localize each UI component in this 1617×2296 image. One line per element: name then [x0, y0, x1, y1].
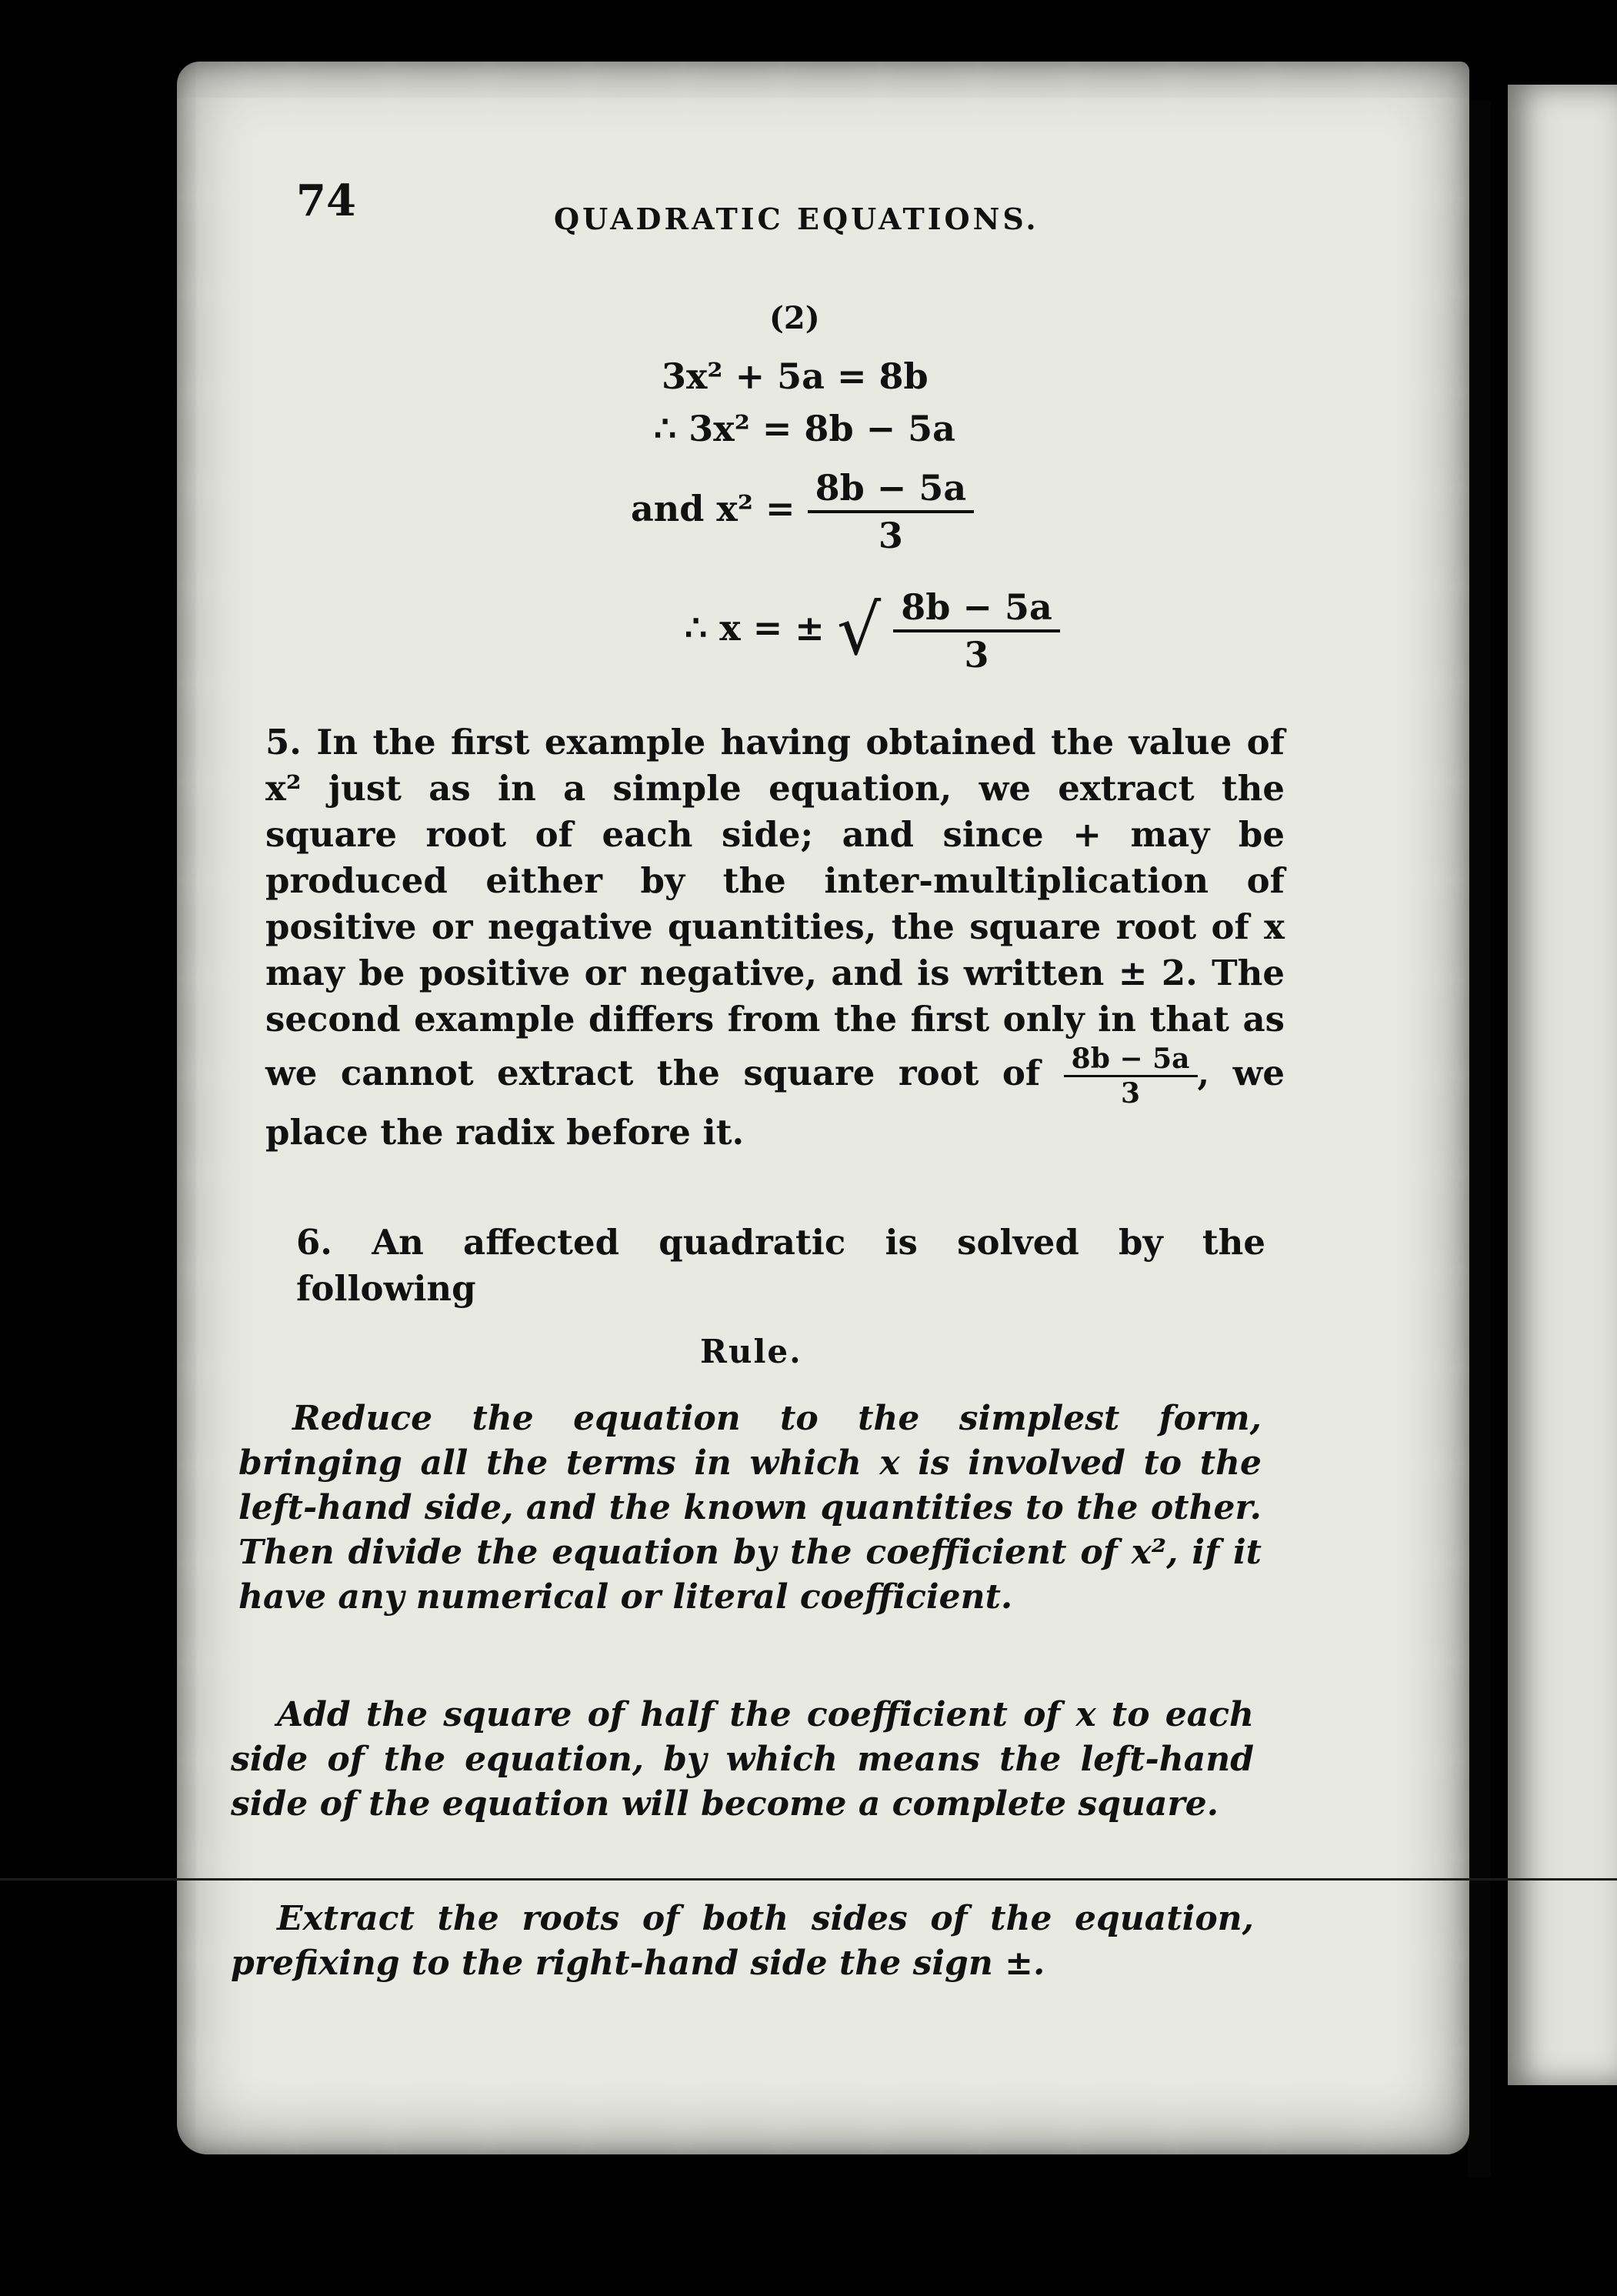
tail-prefix: root of: [898, 1053, 1041, 1093]
rule-paragraph-1: Reduce the equation to the simplest form, bringing all the terms in which x is involved to the left-hand side, and the known quantities to the other. Then divide the equation by the coefficient of x², if it have any numerical or literal coefficient.: [238, 1399, 1262, 1617]
paragraph-section-5: [265, 719, 1285, 1156]
page-number: 74: [296, 175, 356, 226]
running-head: QUADRATIC EQUATIONS.: [554, 202, 1039, 236]
equation-line-3-fraction: [808, 466, 975, 558]
equation-line-4-fraction: [893, 585, 1060, 677]
fraction-denominator: 3: [1121, 1077, 1141, 1110]
facing-page-edge: [1508, 85, 1617, 2085]
fraction-numerator: 8b − 5a: [1064, 1043, 1198, 1077]
example-label: (2): [769, 300, 820, 336]
paragraph-section-6: 6. An affected quadratic is solved by the following: [296, 1222, 1265, 1309]
equation-line-1: 3x² + 5a = 8b: [662, 355, 929, 397]
tail-suffix: , we place the radix before it.: [265, 1053, 1285, 1153]
rule-paragraph-2: Add the square of half the coefficient of x to each side of the equation, by which means the left-hand side of the equation will become a complete square.: [231, 1695, 1254, 1824]
equation-line-3-prefix: and x² =: [631, 488, 795, 529]
fraction-denominator: 3: [964, 634, 989, 676]
fraction-numerator: 8b − 5a: [893, 585, 1060, 632]
equation-line-4: [685, 585, 1060, 677]
equation-line-4-prefix: ∴ x = ±: [685, 607, 825, 649]
fraction-numerator: 8b − 5a: [808, 466, 975, 513]
radical-sign: √: [836, 590, 882, 671]
section-5-text: 5. In the first example having obtained the value of x² just as in a simple equation, we extract the square root of each side; and since + may be produced either by the inter-multiplication of positive or negative quantities, the square root of x may be positive or negative, and is written ± 2. The second example differs from the first only in that as we cannot extract the square: [265, 722, 1285, 1093]
fraction-denominator: 3: [878, 515, 903, 556]
book-spine-shadow: [1468, 100, 1491, 2178]
inline-fraction: [1064, 1043, 1198, 1110]
scan-horizontal-artifact-line: [0, 1878, 1617, 1881]
equation-line-3: [631, 466, 974, 558]
rule-paragraph-3: Extract the roots of both sides of the equation, prefixing to the right-hand side the sign ±.: [231, 1899, 1254, 1983]
equation-line-2: ∴ 3x² = 8b − 5a: [654, 408, 955, 449]
rule-heading: Rule.: [700, 1333, 802, 1370]
